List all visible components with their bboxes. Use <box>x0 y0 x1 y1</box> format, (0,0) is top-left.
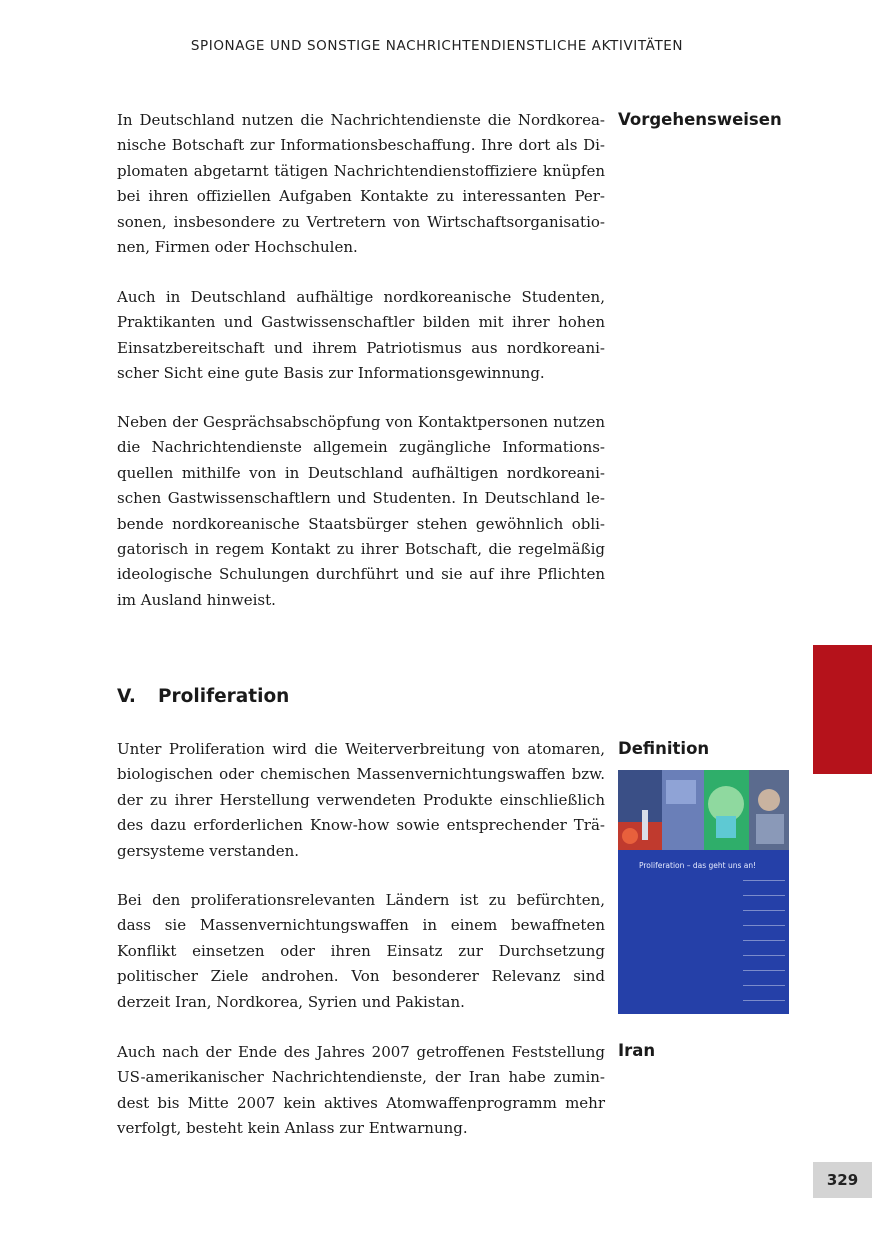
brochure-contents-list <box>743 880 785 1014</box>
paragraph-students: Auch in Deutschland aufhältige nordkoreanische Studenten, Praktikanten und Gastwissenschaftler bilden mit ihrer hohen Einsatzbereitschaft und ihrem Patriotismus aus nordkoreanischer Sicht eine gute Basis zur Informationsgewinnung. <box>117 288 605 383</box>
chapter-thumb-tab <box>813 645 872 774</box>
brochure-cover-image <box>618 770 789 1014</box>
section-heading <box>117 686 289 707</box>
paragraph-iran: Auch nach der Ende des Jahres 2007 getroffenen Feststellung US-amerikanischer Nachrichtendienste, der Iran habe zumindest bis Mitte 2007 kein aktives Atomwaffenprogramm mehr verfolgt, besteht kein Anlass zur Entwarnung. <box>117 1043 605 1138</box>
margin-label-vorgehensweisen: Vorgehensweisen <box>618 110 782 129</box>
paragraph-information-sources: Neben der Gesprächsabschöpfung von Kontaktpersonen nutzen die Nachrichtendienste allgemein zugängliche Informationsquellen mithilfe von in Deutschland aufhältigen nordkoreanischen Gastwissenschaftlern und Studenten. In Deutschland lebende nordkoreanische Staatsbürger stehen gewöhnlich obligatorisch in regem Kontakt zu ihrer Botschaft, die regelmäßig ideologische Schulungen durchführt und sie auf ihre Pflichten im Ausland hinweist. <box>117 413 605 609</box>
paragraph-embassy: In Deutschland nutzen die Nachrichtendienste die Nordkoreanische Botschaft zur Informationsbeschaffung. Ihre dort als Diplomaten abgetarnt tätigen Nachrichtendienstoffiziere knüpfen bei ihren offiziellen Aufgaben Kontakte zu interessanten Personen, insbesondere zu Vertretern von Wirtschaftsorganisationen, Firmen oder Hochschulen. <box>117 111 605 257</box>
section-number: V. <box>117 686 136 707</box>
margin-label-iran: Iran <box>618 1041 656 1060</box>
paragraph-definition: Unter Proliferation wird die Weiterverbreitung von atomaren, biologischen oder chemischen Massenvernichtungswaffen bzw. der zu ihrer Herstellung verwendeten Produkte einschließlich des dazu erforderlichen Know-how sowie entsprechender Trägersysteme verstanden. <box>117 740 605 860</box>
page-number: 329 <box>813 1162 872 1198</box>
brochure-cover-title: Proliferation – das geht uns an! <box>639 861 757 870</box>
paragraph-relevant-countries: Bei den proliferationsrelevanten Ländern ist zu befürchten, dass sie Massenvernichtungswaffen in einem bewaffneten Konflikt einsetzen oder ihren Einsatz zur Durchsetzung politischer Ziele androhen. Von besonderer Relevanz sind derzeit Iran, Nordkorea, Syrien und Pakistan. <box>117 891 605 1011</box>
brochure-photo-strip <box>618 770 789 850</box>
running-header: SPIONAGE UND SONSTIGE NACHRICHTENDIENSTLICHE AKTIVITÄTEN <box>190 38 684 54</box>
section-title: Proliferation <box>158 686 290 707</box>
margin-label-definition: Definition <box>618 739 710 758</box>
